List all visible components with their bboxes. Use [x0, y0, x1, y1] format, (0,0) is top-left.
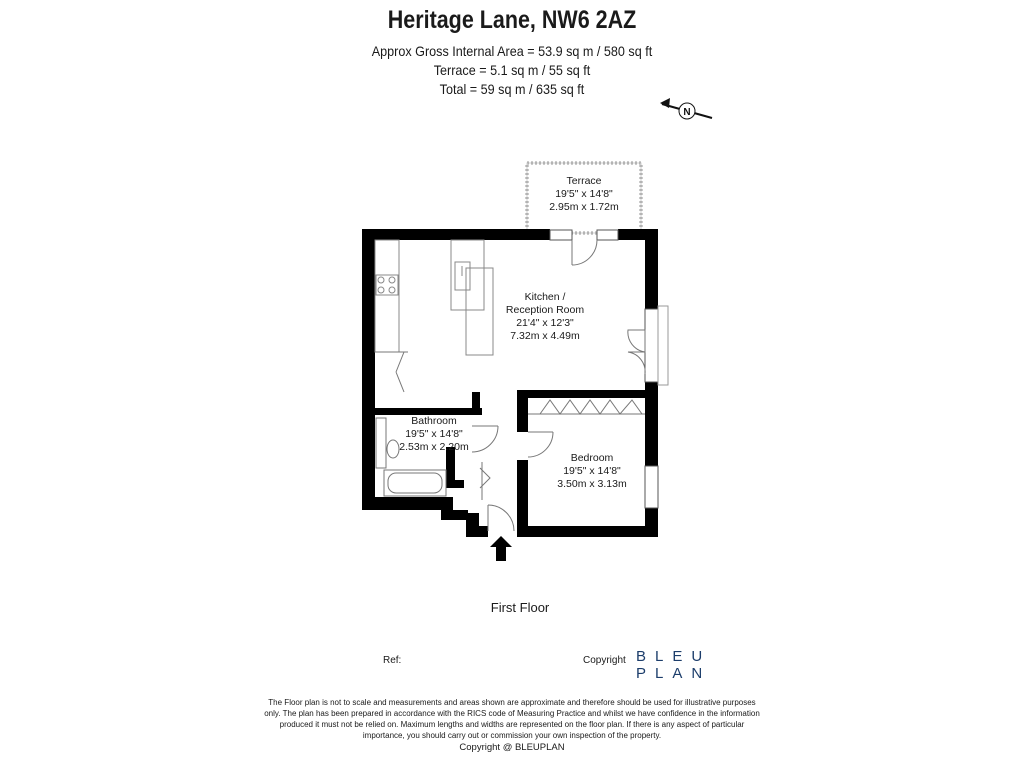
floor-label: First Floor — [490, 600, 550, 615]
cupboard — [375, 352, 408, 392]
bathroom-metric: 2.53m x 2.20m — [399, 441, 469, 453]
copyright-label: Copyright — [583, 655, 626, 666]
entrance-door — [488, 505, 514, 531]
north-arrow-icon — [660, 98, 712, 119]
bathroom-name: Bathroom — [411, 415, 457, 427]
bathroom-imperial: 19'5" x 14'8" — [405, 428, 463, 440]
bathroom-label — [399, 415, 469, 453]
terrace-door — [550, 230, 618, 265]
bedroom-metric: 3.50m x 3.13m — [557, 478, 627, 490]
kitchen-units — [375, 240, 493, 355]
kitchen-imperial: 21'4" x 12'3" — [516, 317, 574, 329]
bedroom-name: Bedroom — [570, 452, 614, 464]
kitchen-name-2: Reception Room — [505, 304, 585, 316]
terrace-name: Terrace — [566, 175, 602, 187]
bedroom-window — [645, 466, 658, 508]
compass-letter: N — [683, 107, 691, 118]
bathroom-door — [472, 426, 498, 452]
terrace-metric: 2.95m x 1.72m — [549, 201, 619, 213]
total-area: Total = 59 sq m / 635 sq ft — [439, 81, 585, 97]
bleuplan-logo — [636, 648, 711, 682]
copyright-footer: Copyright @ BLEUPLAN — [459, 742, 565, 753]
right-window — [628, 306, 668, 385]
hall-cupboard — [480, 462, 490, 500]
kitchen-label — [506, 291, 584, 342]
bedroom-imperial: 19'5" x 14'8" — [563, 465, 621, 477]
kitchen-metric: 7.32m x 4.49m — [510, 330, 580, 342]
disclaimer: The Floor plan is not to scale and measurements and areas shown are approximate and therefore should be used for illustrative purposes only. The plan has been prepared in accordance with the RICS code of Measuring Practice and whilst we have confidence in the information produced it must not be relied on. Maximum lengths and widths are represented on the floor plan. If there is any aspect of particular importance, you should carry out or commission your own inspection of the property. — [264, 698, 760, 740]
bedroom-wardrobe — [528, 400, 645, 457]
kitchen-name-1: Kitchen / — [524, 291, 566, 303]
ref-label: Ref: — [383, 655, 402, 666]
logo-line-2: PLAN — [636, 665, 712, 682]
gross-internal-area: Approx Gross Internal Area = 53.9 sq m / 580 sq ft — [371, 43, 653, 59]
terrace-imperial: 19'5" x 14'8" — [555, 188, 613, 200]
walls — [362, 229, 658, 537]
bedroom-label — [557, 452, 627, 490]
logo-line-1: BLEU — [636, 648, 712, 665]
terrace-area: Terrace = 5.1 sq m / 55 sq ft — [433, 62, 591, 78]
entrance-arrow-icon — [490, 536, 512, 561]
terrace-label — [549, 175, 619, 213]
property-title: Heritage Lane, NW6 2AZ — [387, 6, 637, 34]
